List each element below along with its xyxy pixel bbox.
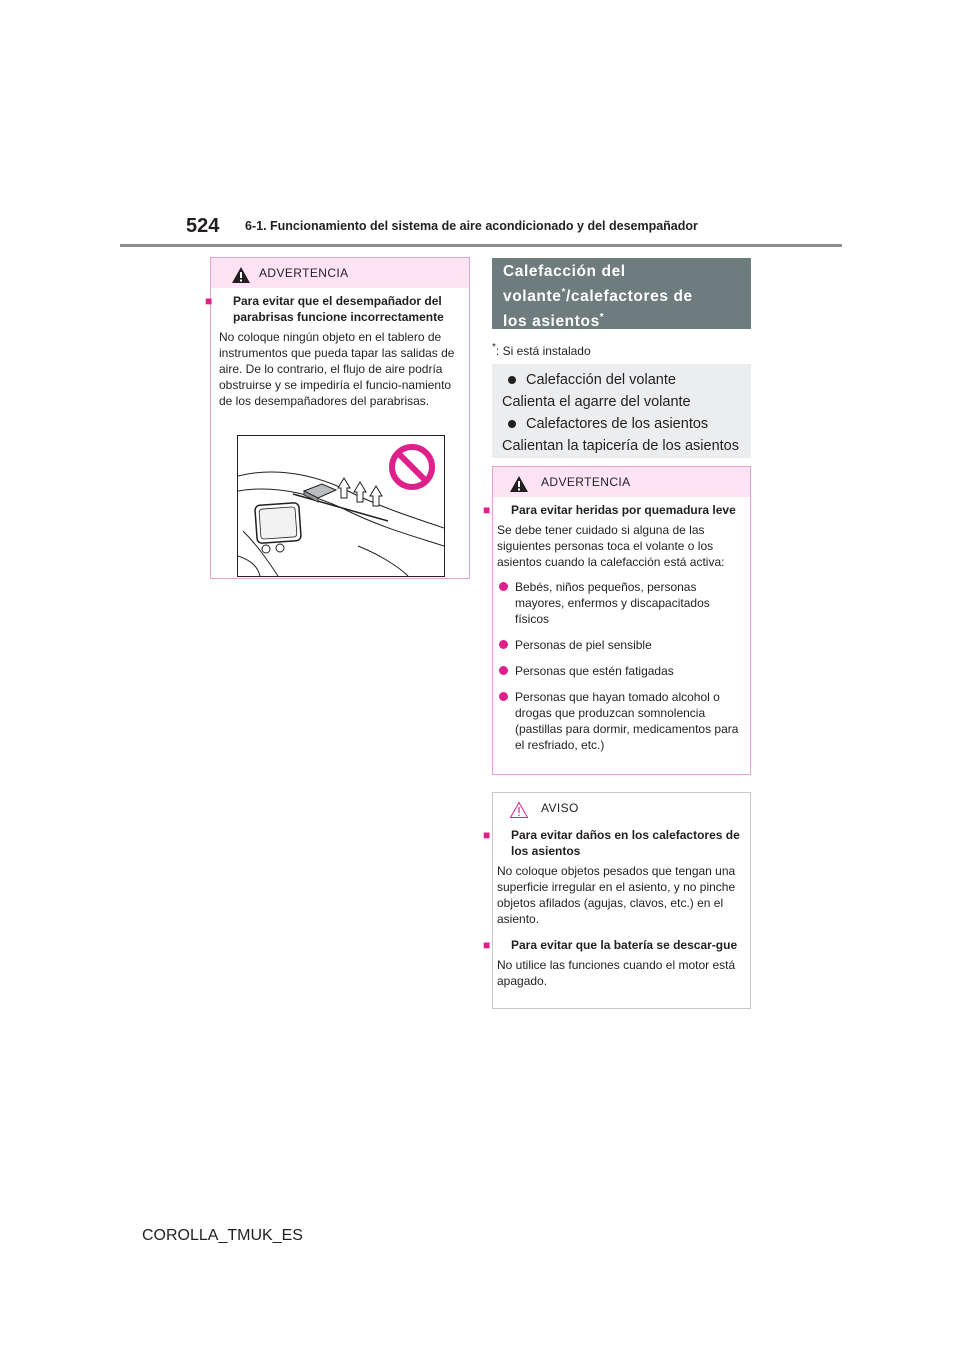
warning-subtitle: ■ Para evitar que el desempañador del parabrisas funcione incorrectamente [205, 294, 444, 324]
notice-subtitle: ■ Para evitar que la batería se descar-gue [483, 938, 738, 952]
warning-triangle-icon [231, 266, 251, 284]
list-item: Bebés, niños pequeños, personas mayores, enfermos y discapacitados físicos [497, 579, 744, 627]
feature-item: Calefacción del volante [502, 369, 741, 391]
feature-description: Calienta el agarre del volante [502, 394, 691, 410]
notice-body: No utilice las funciones cuando el motor está apagado. [497, 958, 736, 988]
square-bullet-icon: ■ [483, 938, 491, 952]
page-number: 524 [186, 215, 220, 237]
bullet-dot-icon [508, 376, 516, 384]
notice-box [483, 792, 751, 1009]
warning-label: ADVERTENCIA [541, 475, 631, 489]
right-warning-box [483, 466, 751, 775]
list-item: Personas de piel sensible [497, 637, 744, 653]
pink-dot-icon [499, 666, 508, 675]
feature-item: Calefactores de los asientos [502, 413, 741, 435]
list-item: Personas que hayan tomado alcohol o drogas que produzcan somnolencia (pastillas para dormir, medicamentos para el resfriado, etc.) [497, 689, 744, 753]
dashboard-illustration [237, 435, 445, 577]
warning-label: ADVERTENCIA [259, 266, 349, 280]
warning-header [493, 467, 750, 497]
notice-label: AVISO [541, 801, 579, 815]
caution-triangle-icon [509, 801, 529, 819]
left-warning-box [205, 257, 470, 579]
warning-triangle-icon [509, 475, 529, 493]
warning-header [211, 258, 469, 288]
square-bullet-icon: ■ [483, 828, 491, 842]
square-bullet-icon: ■ [205, 294, 213, 308]
pink-dot-icon [499, 640, 508, 649]
pink-dot-icon [499, 692, 508, 701]
warning-subtitle: ■ Para evitar heridas por quemadura leve [483, 503, 736, 517]
feature-description: Calientan la tapicería de los asientos [502, 438, 739, 454]
notice-subtitle: ■ Para evitar daños en los calefactores de los asientos [483, 828, 740, 858]
footnote: *: Si está instalado [492, 342, 591, 358]
chapter-title: 6-1. Funcionamiento del sistema de aire acondicionado y del desempañador [245, 219, 698, 233]
list-item: Personas que estén fatigadas [497, 663, 744, 679]
notice-body: No coloque objetos pesados que tengan una superficie irregular en el asiento, y no pinche objetos afilados (agujas, clavos, etc.) en el asiento. [497, 864, 736, 926]
bullet-dot-icon [508, 420, 516, 428]
footer-model-code: COROLLA_TMUK_ES [142, 1227, 303, 1244]
section-title: Calefacción del volante*/calefactores de los asientos* [492, 258, 751, 329]
warning-body: No coloque ningún objeto en el tablero de instrumentos que pueda tapar las salidas de aire. De lo contrario, el flujo de aire podría obstruirse y se impediría el funcio-namiento de los desempañadores del parabrisas. [219, 330, 455, 408]
warning-body: Se debe tener cuidado si alguna de las siguientes personas toca el volante o los asientos cuando la calefacción está activa: [497, 523, 725, 569]
notice-header [493, 793, 750, 823]
header-rule [120, 244, 842, 247]
pink-dot-icon [499, 582, 508, 591]
feature-list-box [492, 364, 751, 458]
square-bullet-icon: ■ [483, 503, 491, 517]
